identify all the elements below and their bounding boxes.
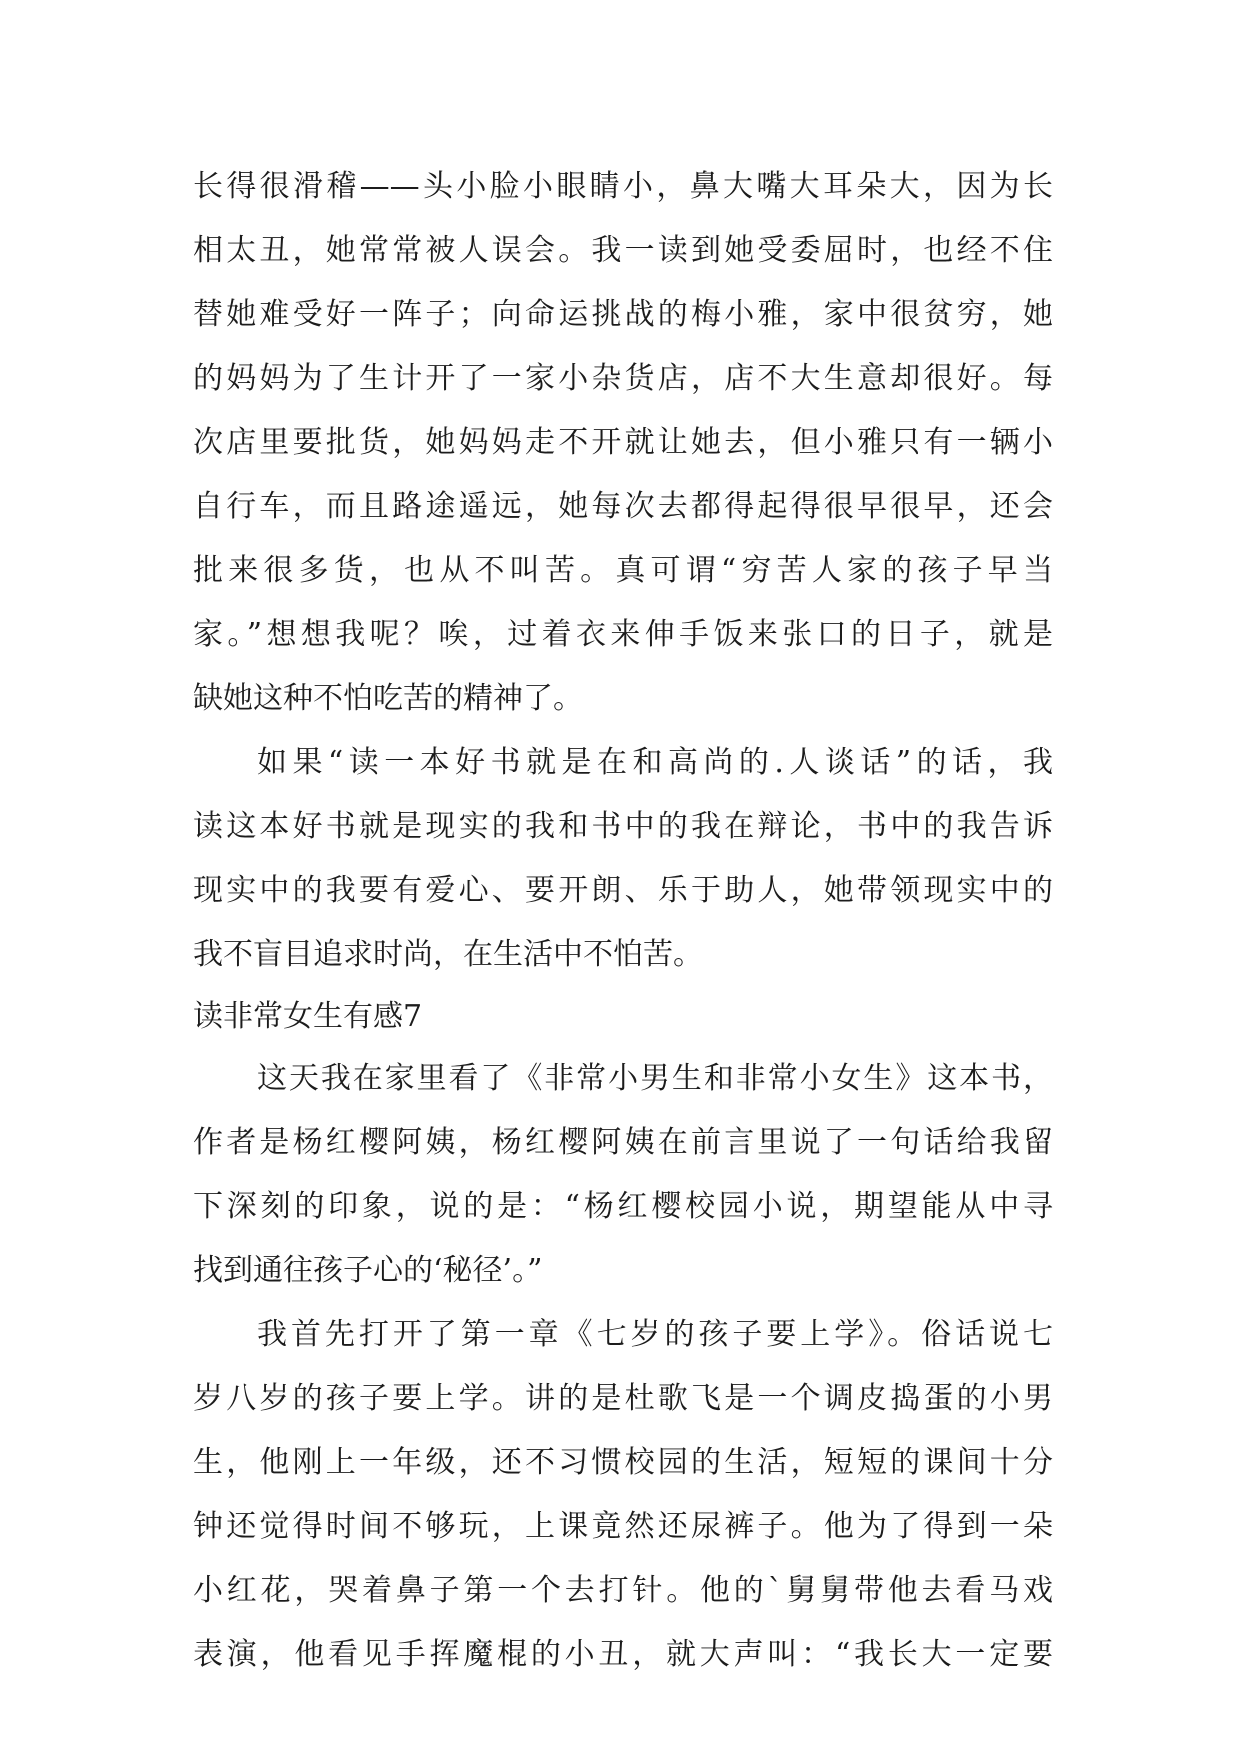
text-line: 自行车，而且路途遥远，她每次去都得起得很早很早，还会: [193, 489, 1053, 524]
section-heading: 读非常女生有感7: [193, 999, 423, 1034]
text-line: 我首先打开了第一章《七岁的孩子要上学》。俗话说七: [257, 1317, 1053, 1352]
text-line: 我不盲目追求时尚，在生活中不怕苦。: [193, 937, 703, 972]
text-line: 如果“读一本好书就是在和高尚的.人谈话”的话，我: [257, 745, 1053, 780]
text-line: 钟还觉得时间不够玩，上课竟然还尿裤子。他为了得到一朵: [193, 1509, 1053, 1544]
text-line: 长得很滑稽——头小脸小眼睛小，鼻大嘴大耳朵大，因为长: [193, 169, 1053, 204]
text-line: 相太丑，她常常被人误会。我一读到她受委屈时，也经不住: [193, 233, 1053, 268]
text-line: 家。”想想我呢？唉，过着衣来伸手饭来张口的日子，就是: [193, 617, 1053, 652]
text-line: 作者是杨红樱阿姨，杨红樱阿姨在前言里说了一句话给我留: [193, 1125, 1053, 1160]
text-line: 缺她这种不怕吃苦的精神了。: [193, 681, 583, 716]
text-line: 找到通往孩子心的‘秘径’。”: [193, 1253, 543, 1288]
text-line: 岁八岁的孩子要上学。讲的是杜歌飞是一个调皮捣蛋的小男: [193, 1381, 1053, 1416]
text-line: 下深刻的印象，说的是：“杨红樱校园小说，期望能从中寻: [193, 1189, 1053, 1224]
text-line: 表演，他看见手挥魔棍的小丑，就大声叫：“我长大一定要: [193, 1637, 1053, 1672]
paragraph-3: [193, 1047, 1053, 1303]
text-line: 替她难受好一阵子；向命运挑战的梅小雅，家中很贫穷，她: [193, 297, 1053, 332]
paragraph-4: [193, 1303, 1053, 1687]
text-line: 的妈妈为了生计开了一家小杂货店，店不大生意却很好。每: [193, 361, 1053, 396]
text-line: 读这本好书就是现实的我和书中的我在辩论，书中的我告诉: [193, 809, 1053, 844]
text-line: 现实中的我要有爱心、要开朗、乐于助人，她带领现实中的: [193, 873, 1053, 908]
text-line: 生，他刚上一年级，还不习惯校园的生活，短短的课间十分: [193, 1445, 1053, 1480]
text-line: 这天我在家里看了《非常小男生和非常小女生》这本书，: [257, 1061, 1053, 1096]
text-line: 批来很多货，也从不叫苦。真可谓“穷苦人家的孩子早当: [193, 553, 1053, 588]
text-line: 小红花，哭着鼻子第一个去打针。他的`舅舅带他去看马戏: [193, 1573, 1053, 1608]
document-page: [193, 155, 1053, 1687]
paragraph-2: [193, 731, 1053, 987]
text-line: 次店里要批货，她妈妈走不开就让她去，但小雅只有一辆小: [193, 425, 1053, 460]
paragraph-1: [193, 155, 1053, 731]
